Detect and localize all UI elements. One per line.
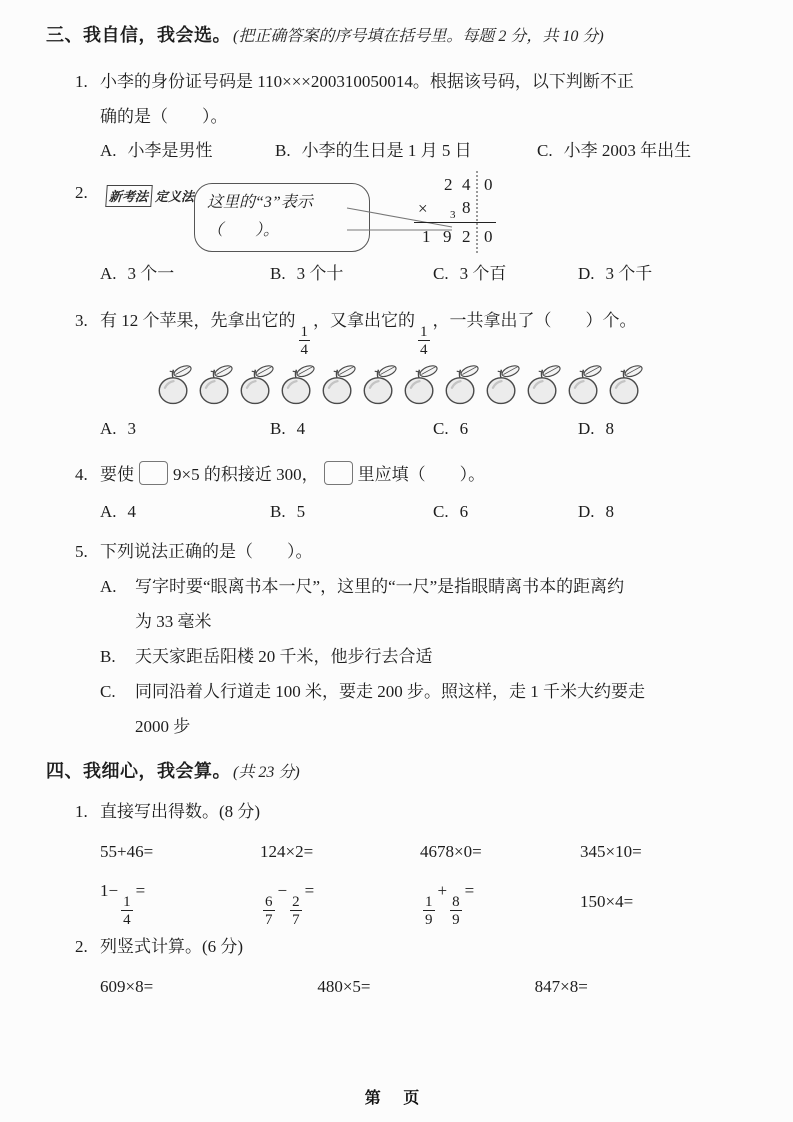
fraction-denominator: 4 [300,342,308,359]
expression: 124×2= [260,842,314,862]
fraction [263,894,275,928]
sub2-text: 列竖式计算。(6 分) [100,937,244,957]
apple-icon [155,362,193,406]
multiplier-digit: 8 [462,198,471,217]
option-a-text: 小李是男性 [127,141,213,160]
expression: 150×4= [580,891,634,911]
question-4-options [100,495,752,528]
question-3-text: ，又拿出它的 [313,311,415,330]
option-b-text [135,639,433,674]
section4-sub2 [46,930,752,963]
badge-definition-method: 定义法 [155,189,195,204]
apple-icon [442,362,480,406]
option-a [100,495,270,528]
option-d-label: D. [578,264,595,283]
option-a-text: 3 [127,419,137,439]
option-b-text: 3 个十 [296,264,344,283]
fraction-numerator: 1 [300,324,308,340]
option-a [100,569,752,639]
option-d-label: D. [578,502,595,522]
option-a-text: 3 个一 [127,264,175,283]
fraction [423,894,435,928]
fraction-one-fourth [299,324,311,358]
question-3-text: ，一共拿出了（ ）个。 [432,311,637,330]
question-4-text: 9×5 的积接近 300， [173,465,319,485]
option-b-label: B. [270,502,286,522]
question-4-stem [100,455,752,495]
question-1 [46,64,752,167]
apple-icon [196,362,234,406]
option-b-label: B. [270,264,286,283]
fraction-denominator: 7 [265,912,273,929]
option-c [100,674,752,744]
section4-note: (共 23 分) [233,764,300,782]
expression-fraction [260,874,420,928]
question-1-text-line2: 确的是（ ）。 [100,107,228,126]
option-c-label: C. [100,682,116,702]
multiplicand-digit: 4 [462,175,471,194]
question-4 [46,455,752,528]
option-c [433,412,578,445]
fraction-denominator: 9 [452,912,460,929]
option-a-line1: 写字时要“眼离书本一尺”，这里的“一尺”是指眼睛离书本的距离约 [135,577,625,597]
question-4-text: 里应填（ ）。 [357,465,486,485]
option-d [578,412,614,445]
apple-icon [606,362,644,406]
carry-digit: 3 [450,209,456,221]
question-5 [46,534,752,744]
apple-icon [319,362,357,406]
option-a [100,257,270,290]
option-b [270,495,433,528]
option-d-text: 3 个千 [605,264,653,283]
apple-icon [360,362,398,406]
option-c-line2: 2000 步 [135,717,191,737]
fraction [450,894,462,928]
option-c [433,495,578,528]
expression-fraction [420,874,580,928]
option-c [537,134,691,167]
product-digit: 9 [443,227,452,246]
apple-icon [524,362,562,406]
option-b-text: 4 [296,419,306,439]
expression-text: = [464,881,475,901]
option-b-text: 5 [296,502,306,522]
question-3-text: 有 12 个苹果，先拿出它的 [100,311,296,330]
expression-text: 1− [100,881,119,901]
section3-heading [46,22,752,50]
option-c-text: 6 [459,502,469,522]
option-a-text [135,569,624,639]
option-b-label: B. [275,141,291,160]
option-b [270,257,433,290]
option-a-line2: 为 33 毫米 [135,612,212,632]
multiplication-rule-line [414,222,496,223]
apple-icon [565,362,603,406]
expression-fraction [100,874,260,928]
column-calc-row [100,970,752,1003]
place-value-dotted-line [476,171,478,253]
option-c-label: C. [433,264,449,283]
option-d-text: 8 [605,502,615,522]
question-1-number: 1. [75,72,88,91]
fraction [121,894,133,928]
option-c-text: 6 [459,419,469,439]
section3-title: 三、我自信，我会选。 [46,25,231,45]
multiplicand-digit: 0 [484,175,493,194]
section4-heading [46,758,752,786]
apple-icon [483,362,521,406]
blank-box [324,461,353,485]
section3-note: (把正确答案的序号填在括号里。每题 2 分，共 10 分) [233,28,604,45]
option-b-label: B. [270,419,286,439]
expression-text: = [304,881,315,901]
option-b-line1: 天天家距岳阳楼 20 千米，他步行去合适 [135,647,433,667]
option-a [100,134,275,167]
expression: 847×8= [534,977,588,997]
question-4-number: 4. [75,465,88,485]
fraction-denominator: 4 [123,912,131,929]
question-2 [46,175,752,283]
option-c-label: C. [433,419,449,439]
fraction-denominator: 7 [292,912,300,929]
expression: 4678×0= [420,842,482,862]
question-5-stem: 下列说法正确的是（ ）。 [100,542,313,562]
fraction-denominator: 4 [420,342,428,359]
question-1-text-line1: 小李的身份证号码是 110×××200310050014。根据该号码，以下判断不正 [100,72,634,91]
new-method-badge [106,185,194,207]
fraction-numerator: 2 [292,894,300,911]
sub2-number: 2. [75,937,88,957]
multiply-sign: × [418,199,428,218]
option-a-label: A. [100,419,117,439]
option-d [578,495,614,528]
product-digit: 0 [484,227,493,246]
expression: 609×8= [100,977,154,997]
option-a-label: A. [100,141,117,160]
fraction [290,894,302,928]
speech-bubble-line2: （ ）。 [207,222,280,239]
apples-illustration [155,362,752,406]
page-footer: 第 页 [364,1090,429,1107]
fraction-numerator: 8 [452,894,460,911]
option-c-line1: 同同沿着人行道走 100 米，要走 200 步。照这样，走 1 千米大约要走 [135,682,645,702]
question-5-number: 5. [75,542,88,562]
vertical-multiplication [414,175,514,251]
option-a-label: A. [100,577,117,597]
badge-new-exam-style: 新考法 [105,185,153,207]
sub1-number: 1. [75,802,88,822]
product-digit: 2 [462,227,471,246]
question-3-stem [100,299,752,358]
multiplicand-digit: 2 [444,175,453,194]
question-3-number: 3. [75,311,88,330]
mental-math-row1 [100,835,752,868]
option-a [100,412,270,445]
operator: − [277,881,288,901]
option-c-text: 3 个百 [459,264,507,283]
question-1-options [100,134,752,167]
question-2-options [100,257,740,290]
option-c-label: C. [433,502,449,522]
apple-icon [237,362,275,406]
question-2-number: 2. [75,183,88,202]
fraction-numerator: 1 [420,324,428,340]
fraction-numerator: 6 [265,894,273,911]
option-a-label: A. [100,264,117,283]
section4-title: 四、我细心，我会算。 [46,761,231,782]
blank-box [139,461,168,485]
question-3-options [100,412,752,445]
question-4-text: 要使 [100,465,134,485]
option-b [275,134,537,167]
option-c-label: C. [537,141,553,160]
option-c-text [135,674,645,744]
mental-math-row2 [100,878,752,929]
option-d-text: 8 [605,419,615,439]
expression: 345×10= [580,842,642,862]
product-digit: 1 [422,227,431,246]
fraction-numerator: 1 [123,894,131,911]
apple-icon [278,362,316,406]
sub1-text: 直接写出得数。(8 分) [100,802,261,822]
expression: 480×5= [317,977,371,997]
speech-bubble-line1: 这里的“3”表示 [207,194,313,211]
expression-text: = [135,881,146,901]
question-3 [46,299,752,445]
fraction-numerator: 1 [425,894,433,911]
option-b [100,639,752,674]
expression: 55+46= [100,842,154,862]
fraction-denominator: 9 [425,912,433,929]
option-a-text: 4 [127,502,137,522]
option-b [270,412,433,445]
section4-sub1 [46,795,752,828]
apple-icon [401,362,439,406]
option-a-label: A. [100,502,117,522]
option-c [433,257,578,290]
option-d-label: D. [578,419,595,439]
option-d [578,257,652,290]
option-b-text: 小李的生日是 1 月 5 日 [301,141,472,160]
fraction-one-fourth [418,324,430,358]
option-b-label: B. [100,647,116,667]
operator: + [437,881,448,901]
option-c-text: 小李 2003 年出生 [563,141,692,160]
